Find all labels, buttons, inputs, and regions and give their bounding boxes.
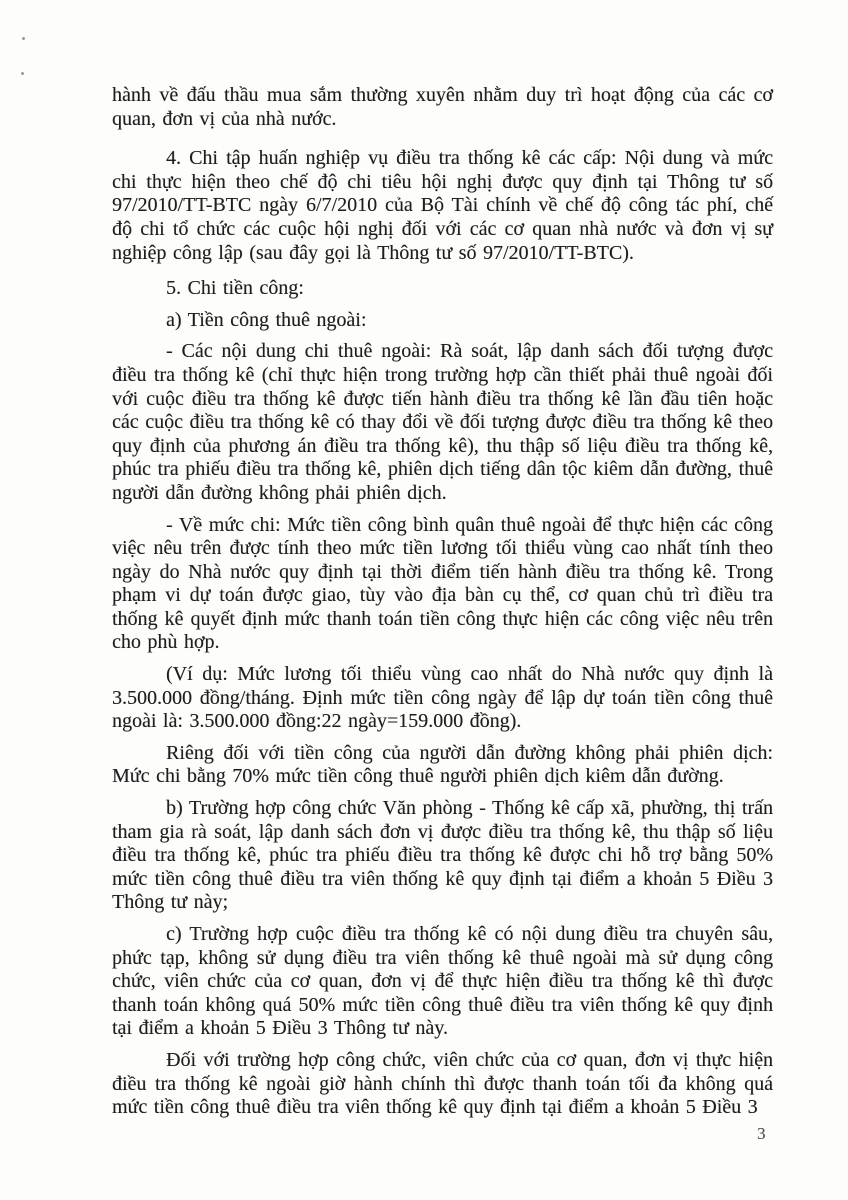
paragraph-item-4-training-costs: 4. Chi tập huấn nghiệp vụ điều tra thống kê các cấp: Nội dung và mức chi thực hiện theo chế độ chi tiêu hội nghị được quy định tại Thông tư số 97/2010/TT-BTC ngày 6/7/2010 của Bộ Tài chính về chế độ công tác phí, chế độ chi tổ chức các cuộc hội nghị đối với các cơ quan nhà nước và đơn vị sự nghiệp công lập (sau đây gọi là Thông tư số 97/2010/TT-BTC). — [112, 147, 773, 264]
page-number: 3 — [757, 1124, 766, 1143]
paragraph-item-5b-commune-officials: b) Trường hợp công chức Văn phòng - Thống kê cấp xã, phường, thị trấn tham gia rà soát, lập danh sách đơn vị được điều tra thống kê, thu thập số liệu điều tra thống kê, phúc tra phiếu điều tra thống kê được chi hỗ trợ bằng 50% mức tiền công thuê điều tra viên thống kê quy định tại điểm a khoản 5 Điều 3 Thông tư này; — [112, 797, 773, 914]
paragraph-bullet-outsourced-contents: - Các nội dung chi thuê ngoài: Rà soát, lập danh sách đối tượng được điều tra thống kê (chỉ thực hiện trong trường hợp cần thiết phải thuê ngoài đối với cuộc điều tra thống kê được tiến hành điều tra thống kê lần đầu tiên hoặc các cuộc điều tra thống kê có thay đổi về đối tượng được điều tra thống kê theo quy định của phương án điều tra thống kê), thu thập số liệu điều tra thống kê, phúc tra phiếu điều tra thống kê, phiên dịch tiếng dân tộc kiêm dẫn đường, thuê người dẫn đường không phải phiên dịch. — [112, 340, 773, 504]
paragraph-continuation: hành về đấu thầu mua sắm thường xuyên nhằm duy trì hoạt động của các cơ quan, đơn vị của nhà nước. — [112, 84, 773, 130]
paragraph-item-5-wages-heading: 5. Chi tiền công: — [166, 277, 304, 300]
document-body — [112, 84, 773, 1128]
paragraph-item-5c-complex-surveys: c) Trường hợp cuộc điều tra thống kê có nội dung điều tra chuyên sâu, phức tạp, không sử dụng điều tra viên thống kê thuê ngoài mà sử dụng công chức, viên chức của cơ quan, đơn vị để thực hiện điều tra thống kê thì được thanh toán không quá 50% mức tiền công thuê điều tra viên thống kê quy định tại điểm a khoản 5 Điều 3 Thông tư này. — [112, 923, 773, 1040]
paragraph-example-calculation: (Ví dụ: Mức lương tối thiểu vùng cao nhất do Nhà nước quy định là 3.500.000 đồng/tháng. Định mức tiền công ngày để lập dự toán tiền công thuê ngoài là: 3.500.000 đồng:22 ngày=159.000 đồng). — [112, 663, 773, 733]
scan-artifact-dot — [21, 72, 24, 75]
scan-artifact-dot — [22, 37, 25, 40]
paragraph-overtime-payment: Đối với trường hợp công chức, viên chức của cơ quan, đơn vị thực hiện điều tra thống kê ngoài giờ hành chính thì được thanh toán tối đa không quá mức tiền công thuê điều tra viên thống kê quy định tại điểm a khoản 5 Điều 3 — [112, 1048, 773, 1119]
paragraph-item-5a-heading: a) Tiền công thuê ngoài: — [166, 308, 367, 331]
paragraph-bullet-spending-level: - Về mức chi: Mức tiền công bình quân thuê ngoài để thực hiện các công việc nêu trên được tính theo mức tiền lương tối thiểu vùng cao nhất tính theo ngày do Nhà nước quy định tại thời điểm tiến hành điều tra thống kê. Trong phạm vi dự toán được giao, tùy vào địa bàn cụ thể, cơ quan chủ trì điều tra thống kê quyết định mức thanh toán tiền công thực hiện các công việc nêu trên cho phù hợp. — [112, 513, 773, 654]
paragraph-guide-wage-note: Riêng đối với tiền công của người dẫn đường không phải phiên dịch: Mức chi bằng 70% mức tiền công thuê người phiên dịch kiêm dẫn đường. — [112, 741, 773, 788]
